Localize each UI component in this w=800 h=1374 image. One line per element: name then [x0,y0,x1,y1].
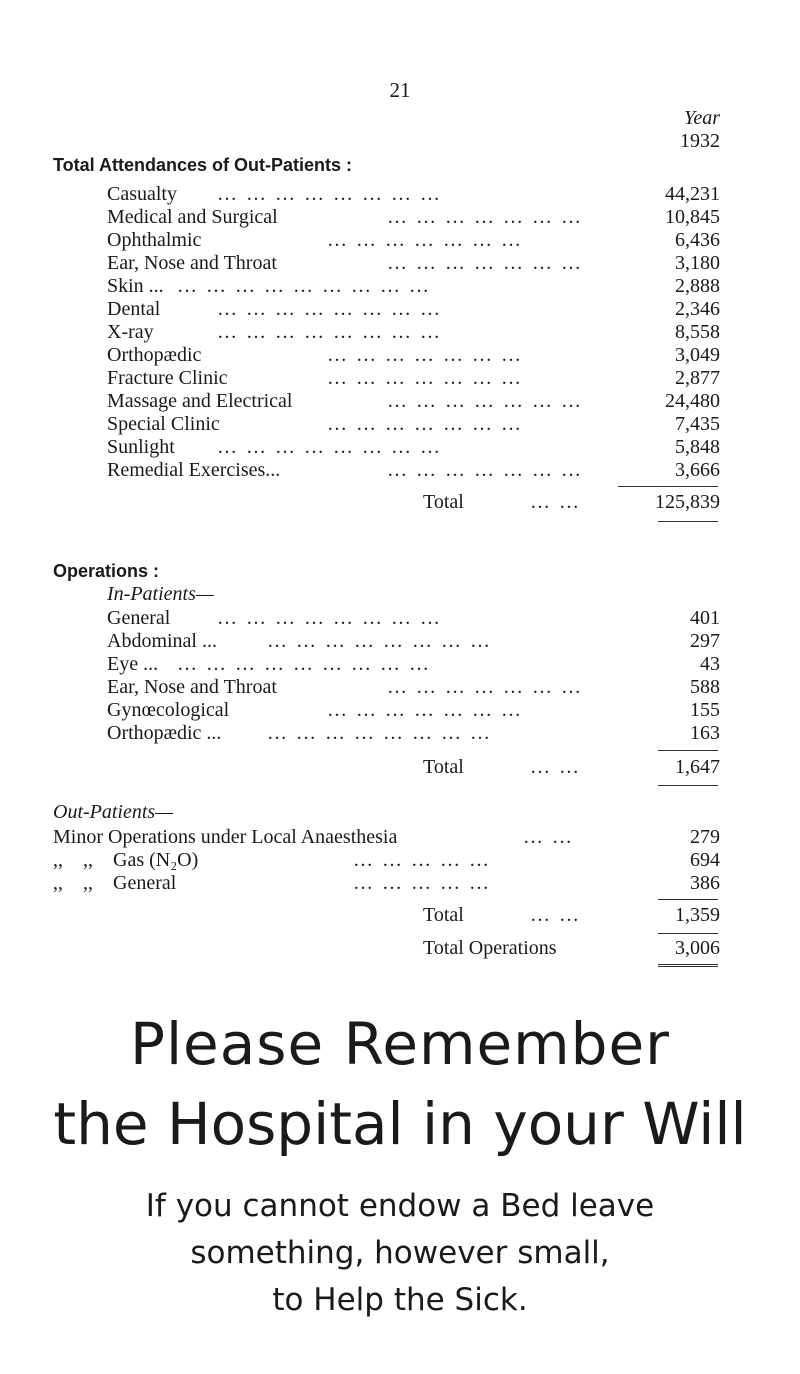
row-label: Casualty [107,183,177,205]
appeal-heading-2: the Hospital in your Will [53,1090,747,1158]
table-row: Sunlight … … … … … … … … 5,848 [107,436,720,458]
row-value: 155 [690,699,720,721]
row-value: 588 [690,676,720,698]
in-patients-total-value: 1,647 [675,756,720,778]
table-row: Ophthalmic … … … … … … … 6,436 [107,229,720,251]
row-label: ,, ,, General [53,872,177,894]
table-row: Minor Operations under Local Anaesthesia … … 279 [53,826,720,848]
row-label: Massage and Electrical [107,390,293,412]
row-label: Special Clinic [107,413,220,435]
appeal-line: something, however small, [190,1235,610,1271]
row-label: Dental [107,298,161,320]
attendances-total-leader: … … [530,491,581,513]
attendances-title: Total Attendances of Out-Patients : [53,155,353,175]
attendances-total-value: 125,839 [655,491,720,513]
divider [618,486,718,487]
row-label: General [107,607,171,629]
in-patients-total-label: Total [423,756,464,778]
row-value: 43 [700,653,720,675]
total-operations-value: 3,006 [675,937,720,959]
row-label: Ophthalmic [107,229,202,251]
table-row: Medical and Surgical … … … … … … … 10,845 [107,206,720,228]
table-row: Casualty … … … … … … … … 44,231 [107,183,720,205]
row-label: Fracture Clinic [107,367,228,389]
table-row: Massage and Electrical … … … … … … … 24,480 [107,390,720,412]
row-value: 5,848 [675,436,720,458]
table-row: General … … … … … … … … 401 [107,607,720,629]
row-label: Skin ... [107,275,164,297]
divider [658,521,718,522]
row-value: 6,436 [675,229,720,251]
row-value: 44,231 [665,183,720,205]
row-value: 279 [690,826,720,848]
table-row: Orthopædic ... … … … … … … … … 163 [107,722,720,744]
row-value: 3,049 [675,344,720,366]
row-label: Ear, Nose and Throat [107,252,277,274]
appeal-heading-1: Please Remember [129,1010,671,1078]
row-value: 3,666 [675,459,720,481]
row-label: Abdominal ... [107,630,217,652]
in-patients-total-leader: … … [530,756,581,778]
table-row: Orthopædic … … … … … … … 3,049 [107,344,720,366]
row-label: Ear, Nose and Throat [107,676,277,698]
row-label: Orthopædic [107,344,202,366]
year-header [600,107,720,153]
row-label: Minor Operations under Local Anaesthesia [53,826,398,848]
row-value: 694 [690,849,720,871]
divider [658,785,718,786]
row-value: 163 [690,722,720,744]
out-patients-title: Out-Patients— [53,801,173,823]
row-value: 10,845 [665,206,720,228]
table-row: Eye ... … … … … … … … … … 43 [107,653,720,675]
table-row: Ear, Nose and Throat … … … … … … … 3,180 [107,252,720,274]
out-patients-total-leader: … … [530,904,581,926]
table-row: Fracture Clinic … … … … … … … 2,877 [107,367,720,389]
year-header-label: Year [684,107,720,129]
divider [658,933,718,934]
total-operations-label: Total Operations [423,937,557,959]
row-value: 297 [690,630,720,652]
row-value: 401 [690,607,720,629]
row-value: 8,558 [675,321,720,343]
table-row: Ear, Nose and Throat … … … … … … … 588 [107,676,720,698]
row-value: 7,435 [675,413,720,435]
operations-title: Operations : [53,561,160,581]
table-row: Abdominal ... … … … … … … … … 297 [107,630,720,652]
table-row: ,, ,, General … … … … … 386 [53,872,720,894]
row-label: Medical and Surgical [107,206,278,228]
table-row: Dental … … … … … … … … 2,346 [107,298,720,320]
table-row: ,, ,, Gas (N₂O) … … … … … 694 [53,849,720,871]
table-row: X-ray … … … … … … … … 8,558 [107,321,720,343]
row-label: Gynœcological [107,699,230,721]
appeal-text [0,1183,800,1324]
table-row: Skin ... … … … … … … … … … 2,888 [107,275,720,297]
out-patients-total-value: 1,359 [675,904,720,926]
attendances-total-label: Total [423,491,464,513]
row-label: Orthopædic ... [107,722,222,744]
row-label: Eye ... [107,653,159,675]
table-row: Special Clinic … … … … … … … 7,435 [107,413,720,435]
page-number: 21 [389,78,411,102]
row-value: 2,888 [675,275,720,297]
row-value: 24,480 [665,390,720,412]
row-value: 386 [690,872,720,894]
in-patients-title: In-Patients— [107,583,214,605]
row-label: Sunlight [107,436,175,458]
appeal-line: to Help the Sick. [272,1282,528,1318]
year-header-value: 1932 [680,130,720,152]
out-patients-total-label: Total [423,904,464,926]
row-value: 2,877 [675,367,720,389]
row-value: 2,346 [675,298,720,320]
double-divider [658,964,718,967]
row-label: X-ray [107,321,154,343]
divider [658,899,718,900]
row-label: ,, ,, Gas (N₂O) [53,849,199,871]
divider [658,750,718,751]
row-value: 3,180 [675,252,720,274]
appeal-line: If you cannot endow a Bed leave [145,1188,655,1224]
row-label: Remedial Exercises... [107,459,281,481]
table-row: Gynœcological … … … … … … … 155 [107,699,720,721]
table-row: Remedial Exercises... … … … … … … … 3,666 [107,459,720,481]
